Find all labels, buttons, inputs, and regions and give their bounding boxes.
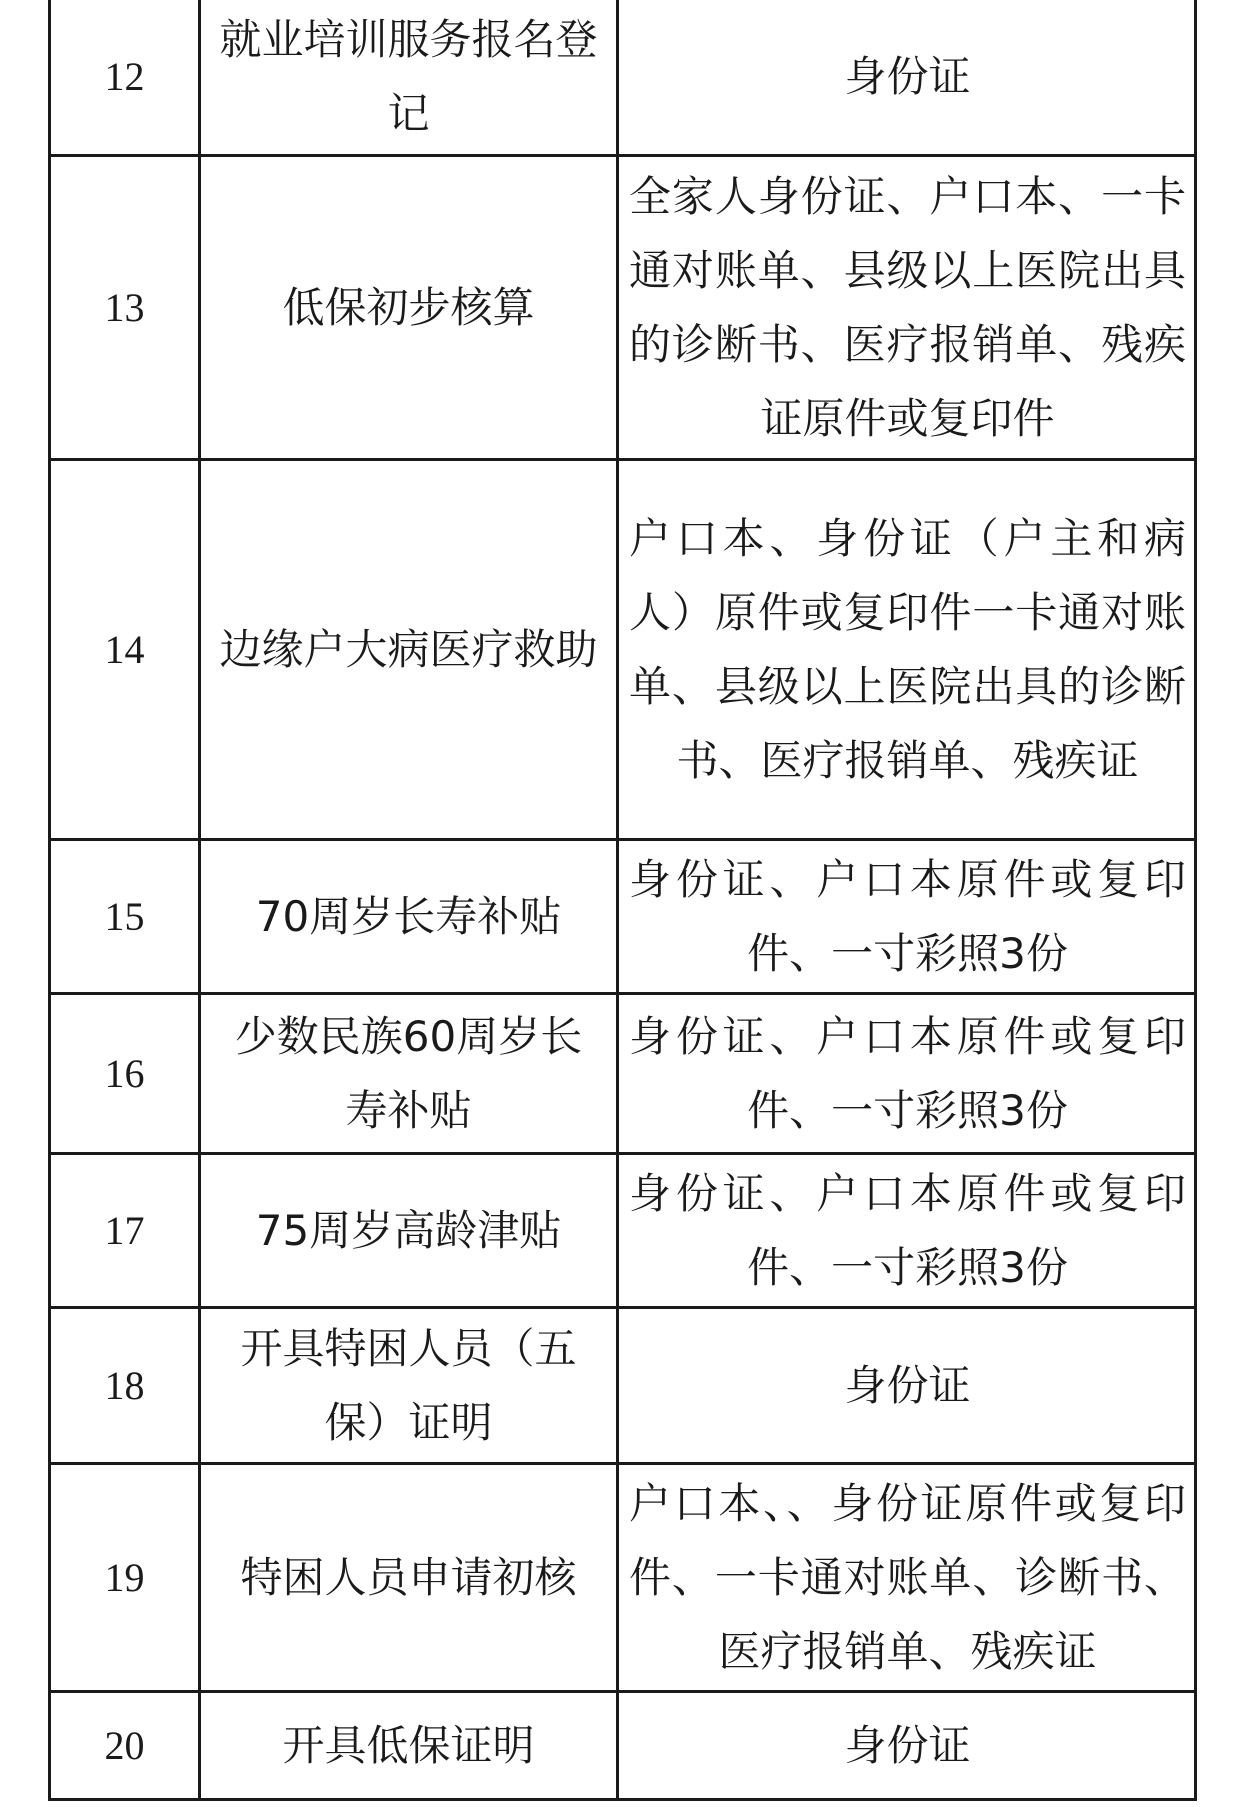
row-number: 16: [50, 994, 200, 1154]
service-item: 就业培训服务报名登记: [200, 0, 618, 156]
table-row: [50, 840, 1196, 994]
service-item: 低保初步核算: [200, 156, 618, 460]
required-documents: 身份证、户口本原件或复印件、一寸彩照3份: [618, 1154, 1196, 1308]
service-materials-table-container: [48, 0, 1194, 1801]
required-documents: 户口本、身份证（户主和病人）原件或复印件一卡通对账单、县级以上医院出具的诊断书、医疗报销单、残疾证: [618, 460, 1196, 840]
table-row: [50, 1692, 1196, 1800]
service-item: 特困人员申请初核: [200, 1464, 618, 1692]
row-number: 13: [50, 156, 200, 460]
service-materials-table: [48, 0, 1197, 1801]
table-row: [50, 0, 1196, 156]
required-documents: 身份证: [618, 0, 1196, 156]
table-row: [50, 1308, 1196, 1464]
service-item: 开具特困人员（五保）证明: [200, 1308, 618, 1464]
service-item: 75周岁高龄津贴: [200, 1154, 618, 1308]
service-item: 开具低保证明: [200, 1692, 618, 1800]
row-number: 17: [50, 1154, 200, 1308]
service-item: 少数民族60周岁长寿补贴: [200, 994, 618, 1154]
required-documents: 身份证: [618, 1308, 1196, 1464]
required-documents: 户口本、、身份证原件或复印件、一卡通对账单、诊断书、医疗报销单、残疾证: [618, 1464, 1196, 1692]
service-item: 边缘户大病医疗救助: [200, 460, 618, 840]
row-number: 18: [50, 1308, 200, 1464]
required-documents: 身份证、户口本原件或复印件、一寸彩照3份: [618, 840, 1196, 994]
required-documents: 身份证、户口本原件或复印件、一寸彩照3份: [618, 994, 1196, 1154]
row-number: 15: [50, 840, 200, 994]
row-number: 14: [50, 460, 200, 840]
row-number: 19: [50, 1464, 200, 1692]
table-row: [50, 1154, 1196, 1308]
table-row: [50, 994, 1196, 1154]
table-row: [50, 156, 1196, 460]
table-row: [50, 1464, 1196, 1692]
table-row: [50, 460, 1196, 840]
service-item: 70周岁长寿补贴: [200, 840, 618, 994]
row-number: 12: [50, 0, 200, 156]
required-documents: 全家人身份证、户口本、一卡通对账单、县级以上医院出具的诊断书、医疗报销单、残疾证原件或复印件: [618, 156, 1196, 460]
row-number: 20: [50, 1692, 200, 1800]
required-documents: 身份证: [618, 1692, 1196, 1800]
